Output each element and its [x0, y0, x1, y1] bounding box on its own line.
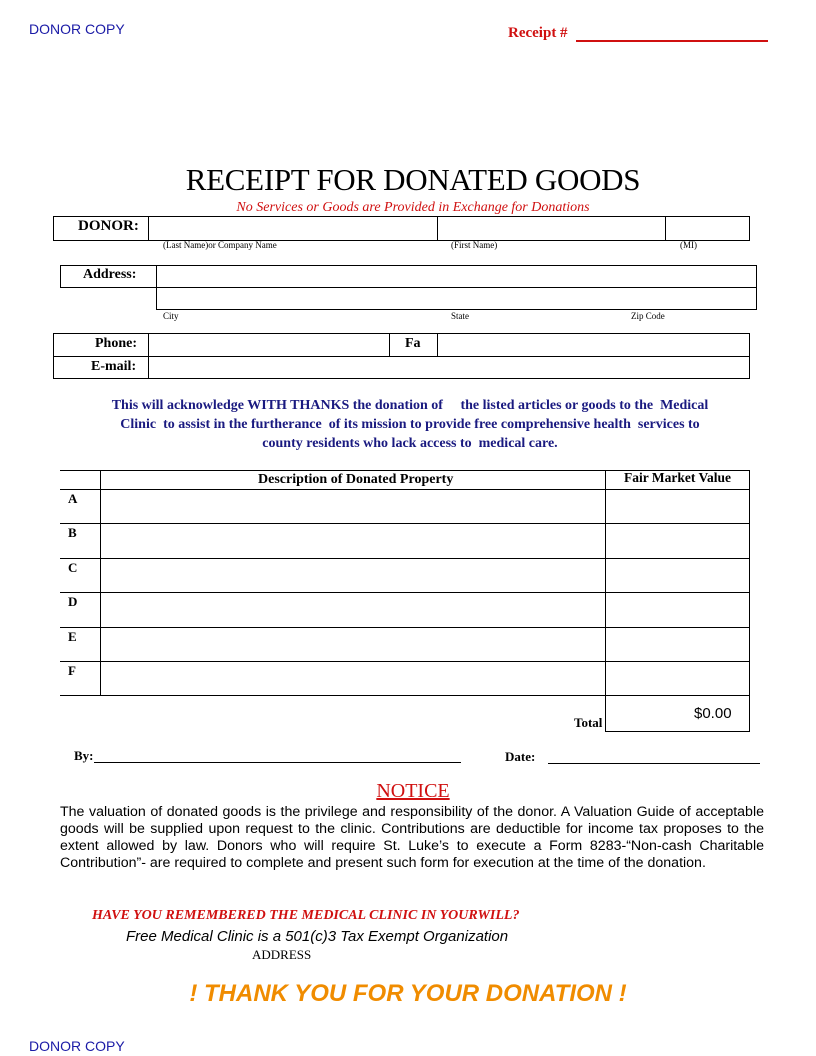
row-letter: D	[68, 594, 78, 610]
last-name-hint: (Last Name)or Company Name	[163, 240, 277, 250]
city-hint: City	[163, 311, 179, 321]
notice-body: The valuation of donated goods is the privilege and responsibility of the donor. A Valuation Guide of acceptable goods will be supplied upon request to the clinic. Contributions are deductible for income tax proposes to the extent allowed by law. Donors who will require St. Luke’s to execute a Form 8283-“Non-cash Charitable Contribution”- are required to complete and present such form for execution at the time of the donation.	[60, 804, 764, 871]
ack-line-3: county residents who lack access to medical care.	[262, 436, 558, 451]
divider	[389, 333, 390, 356]
acknowledgement-text	[70, 396, 750, 453]
row-letter: E	[68, 628, 77, 644]
total-bottom-border	[605, 731, 750, 732]
description-field[interactable]	[101, 662, 604, 694]
receipt-number-label: Receipt #	[508, 25, 568, 41]
notice-title: NOTICE	[376, 780, 450, 802]
zip-hint: Zip Code	[631, 311, 665, 321]
will-reminder: HAVE YOU REMEMBERED THE MEDICAL CLINIC IN YOURWILL?	[92, 908, 520, 923]
description-field[interactable]	[101, 559, 604, 591]
address-divider	[156, 287, 757, 288]
row-letter: C	[68, 559, 78, 575]
address-label: Address:	[83, 267, 137, 282]
table-value-right-border	[749, 470, 750, 732]
phone-label: Phone:	[95, 336, 137, 351]
description-field[interactable]	[101, 593, 604, 625]
fax-label: Fa	[405, 336, 421, 351]
ack-line-1: This will acknowledge WITH THANKS the donation of the listed articles or goods to the Medical	[111, 398, 709, 413]
thank-you-banner: ! THANK YOU FOR YOUR DONATION !	[189, 980, 627, 1007]
value-field[interactable]	[606, 628, 748, 660]
mi-hint: (MI)	[680, 240, 697, 250]
value-field[interactable]	[606, 524, 748, 556]
by-signature-field[interactable]	[94, 762, 461, 763]
total-value: $0.00	[694, 705, 732, 722]
donor-copy-label-bottom: DONOR COPY	[29, 1038, 125, 1054]
row-letter: A	[68, 491, 78, 506]
description-header: Description of Donated Property	[258, 472, 454, 487]
clinic-address: ADDRESS	[252, 947, 312, 962]
donor-copy-label-top: DONOR COPY	[29, 21, 125, 37]
date-label: Date:	[505, 749, 536, 764]
row-letter: F	[68, 663, 76, 678]
fair-market-value-header: Fair Market Value	[624, 470, 731, 485]
first-name-hint: (First Name)	[451, 240, 498, 250]
phone-field[interactable]	[149, 334, 389, 356]
description-field[interactable]	[101, 628, 604, 660]
fax-field[interactable]	[438, 334, 749, 356]
value-field[interactable]	[606, 593, 748, 625]
page-title: RECEIPT FOR DONATED GOODS	[185, 162, 641, 197]
middle-initial-field[interactable]	[666, 217, 749, 240]
page-subtitle: No Services or Goods are Provided in Exchange for Donations	[236, 200, 590, 215]
description-field[interactable]	[101, 490, 604, 522]
ack-line-2: Clinic to assist in the furtherance of its mission to provide free comprehensive health services to	[120, 417, 700, 432]
value-field[interactable]	[606, 559, 748, 591]
total-label: Total	[574, 715, 603, 730]
row-divider	[60, 695, 750, 696]
tax-exempt-statement: Free Medical Clinic is a 501(c)3 Tax Exempt Organization	[126, 928, 509, 945]
receipt-number-field[interactable]	[576, 40, 768, 42]
by-label: By:	[74, 748, 94, 763]
donor-label: DONOR:	[78, 218, 139, 234]
description-field[interactable]	[101, 524, 604, 556]
value-field[interactable]	[606, 490, 748, 522]
date-field[interactable]	[548, 763, 760, 764]
value-field[interactable]	[606, 662, 748, 694]
row-letter: B	[68, 525, 77, 541]
email-label: E-mail:	[91, 359, 137, 374]
state-hint: State	[451, 311, 469, 321]
last-name-field[interactable]	[149, 217, 437, 240]
first-name-field[interactable]	[438, 217, 665, 240]
email-field[interactable]	[149, 357, 749, 378]
